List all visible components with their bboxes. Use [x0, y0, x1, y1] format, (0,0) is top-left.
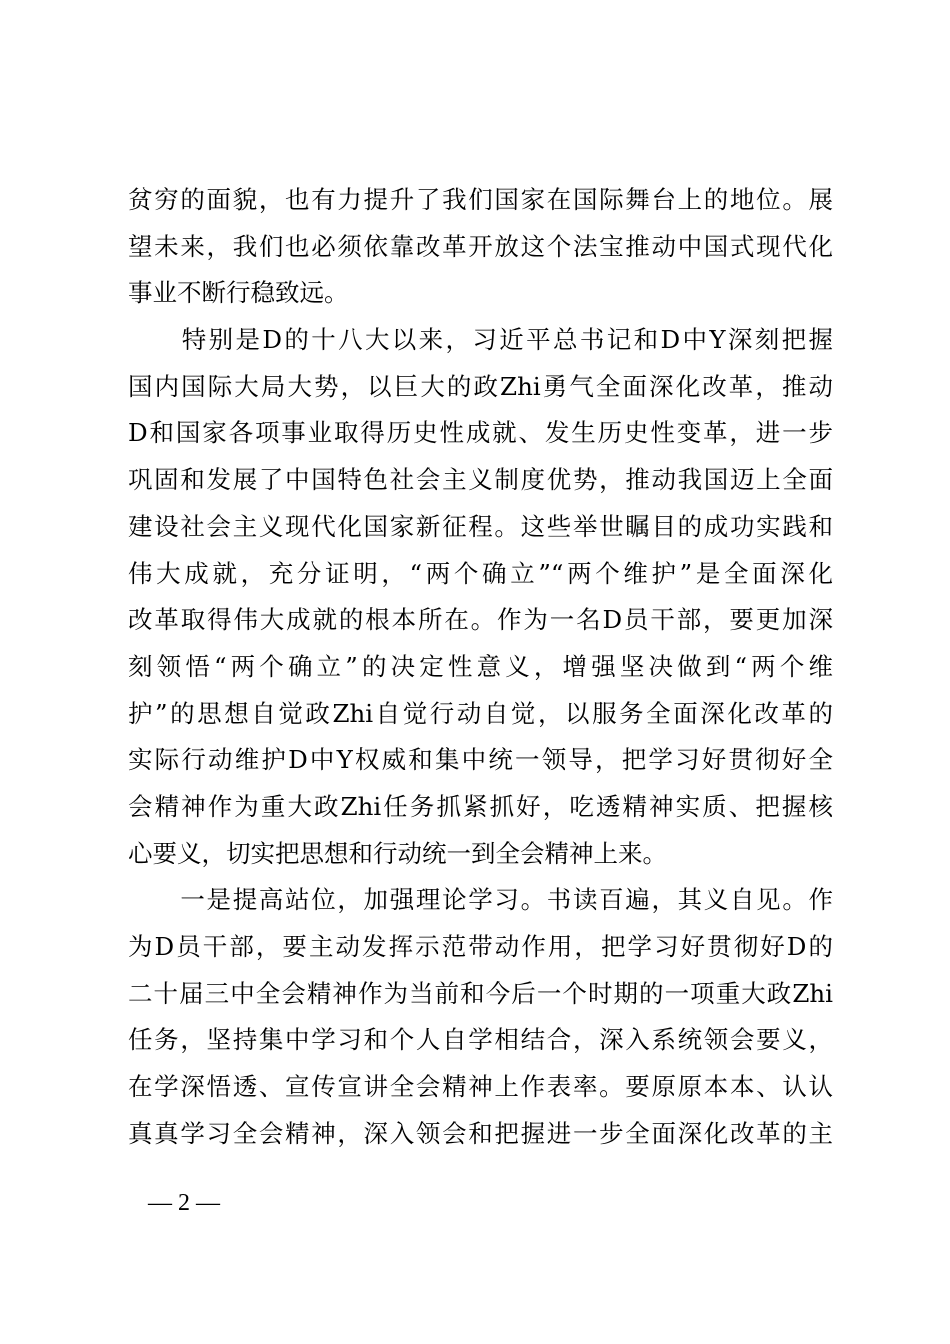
text-line: 一是提高站位，加强理论学习。书读百遍，其义自见。作	[128, 885, 833, 915]
text-line: 巩固和发展了中国特色社会主义制度优势，推动我国迈上全面	[128, 465, 833, 495]
page-number: — 2 —	[148, 1190, 220, 1216]
text-line: 事业不断行稳致远。	[128, 278, 349, 308]
text-line: D和国家各项事业取得历史性成就、发生历史性变革，进一步	[128, 418, 833, 448]
text-line: 改革取得伟大成就的根本所在。作为一名D员干部，要更加深	[128, 605, 833, 635]
text-line: 为D员干部，要主动发挥示范带动作用，把学习好贯彻好D的	[128, 932, 833, 961]
text-line: 实际行动维护D中Y权威和集中统一领导，把学习好贯彻好全	[128, 745, 833, 775]
text-line: 刻领悟“两个确立”的决定性意义，增强坚决做到“两个维	[128, 651, 833, 681]
text-line: 建设社会主义现代化国家新征程。这些举世瞩目的成功实践和	[128, 511, 833, 541]
text-line: 任务，坚持集中学习和个人自学相结合，深入系统领会要义，	[128, 1025, 833, 1055]
document-body	[128, 177, 833, 1157]
text-line: 伟大成就，充分证明，“两个确立”“两个维护”是全面深化	[128, 558, 833, 588]
text-line: 贫穷的面貌，也有力提升了我们国家在国际舞台上的地位。展	[128, 185, 833, 214]
text-line: 二十届三中全会精神作为当前和今后一个时期的一项重大政Zhi	[128, 978, 833, 1008]
text-line: 国内国际大局大势，以巨大的政Zhi勇气全面深化改革，推动	[128, 371, 833, 401]
text-line: 护”的思想自觉政Zhi自觉行动自觉，以服务全面深化改革的	[128, 698, 833, 728]
text-line: 真真学习全会精神，深入领会和把握进一步全面深化改革的主	[128, 1118, 833, 1148]
paragraph	[128, 177, 833, 317]
paragraph	[128, 877, 833, 1157]
paragraph	[128, 317, 833, 877]
text-line: 特别是D的十八大以来，习近平总书记和D中Y深刻把握	[128, 325, 833, 355]
text-line: 会精神作为重大政Zhi任务抓紧抓好，吃透精神实质、把握核	[128, 791, 833, 821]
text-line: 在学深悟透、宣传宣讲全会精神上作表率。要原原本本、认认	[128, 1072, 833, 1102]
text-line: 望未来，我们也必须依靠改革开放这个法宝推动中国式现代化	[128, 231, 833, 261]
text-line: 心要义，切实把思想和行动统一到全会精神上来。	[128, 838, 667, 868]
